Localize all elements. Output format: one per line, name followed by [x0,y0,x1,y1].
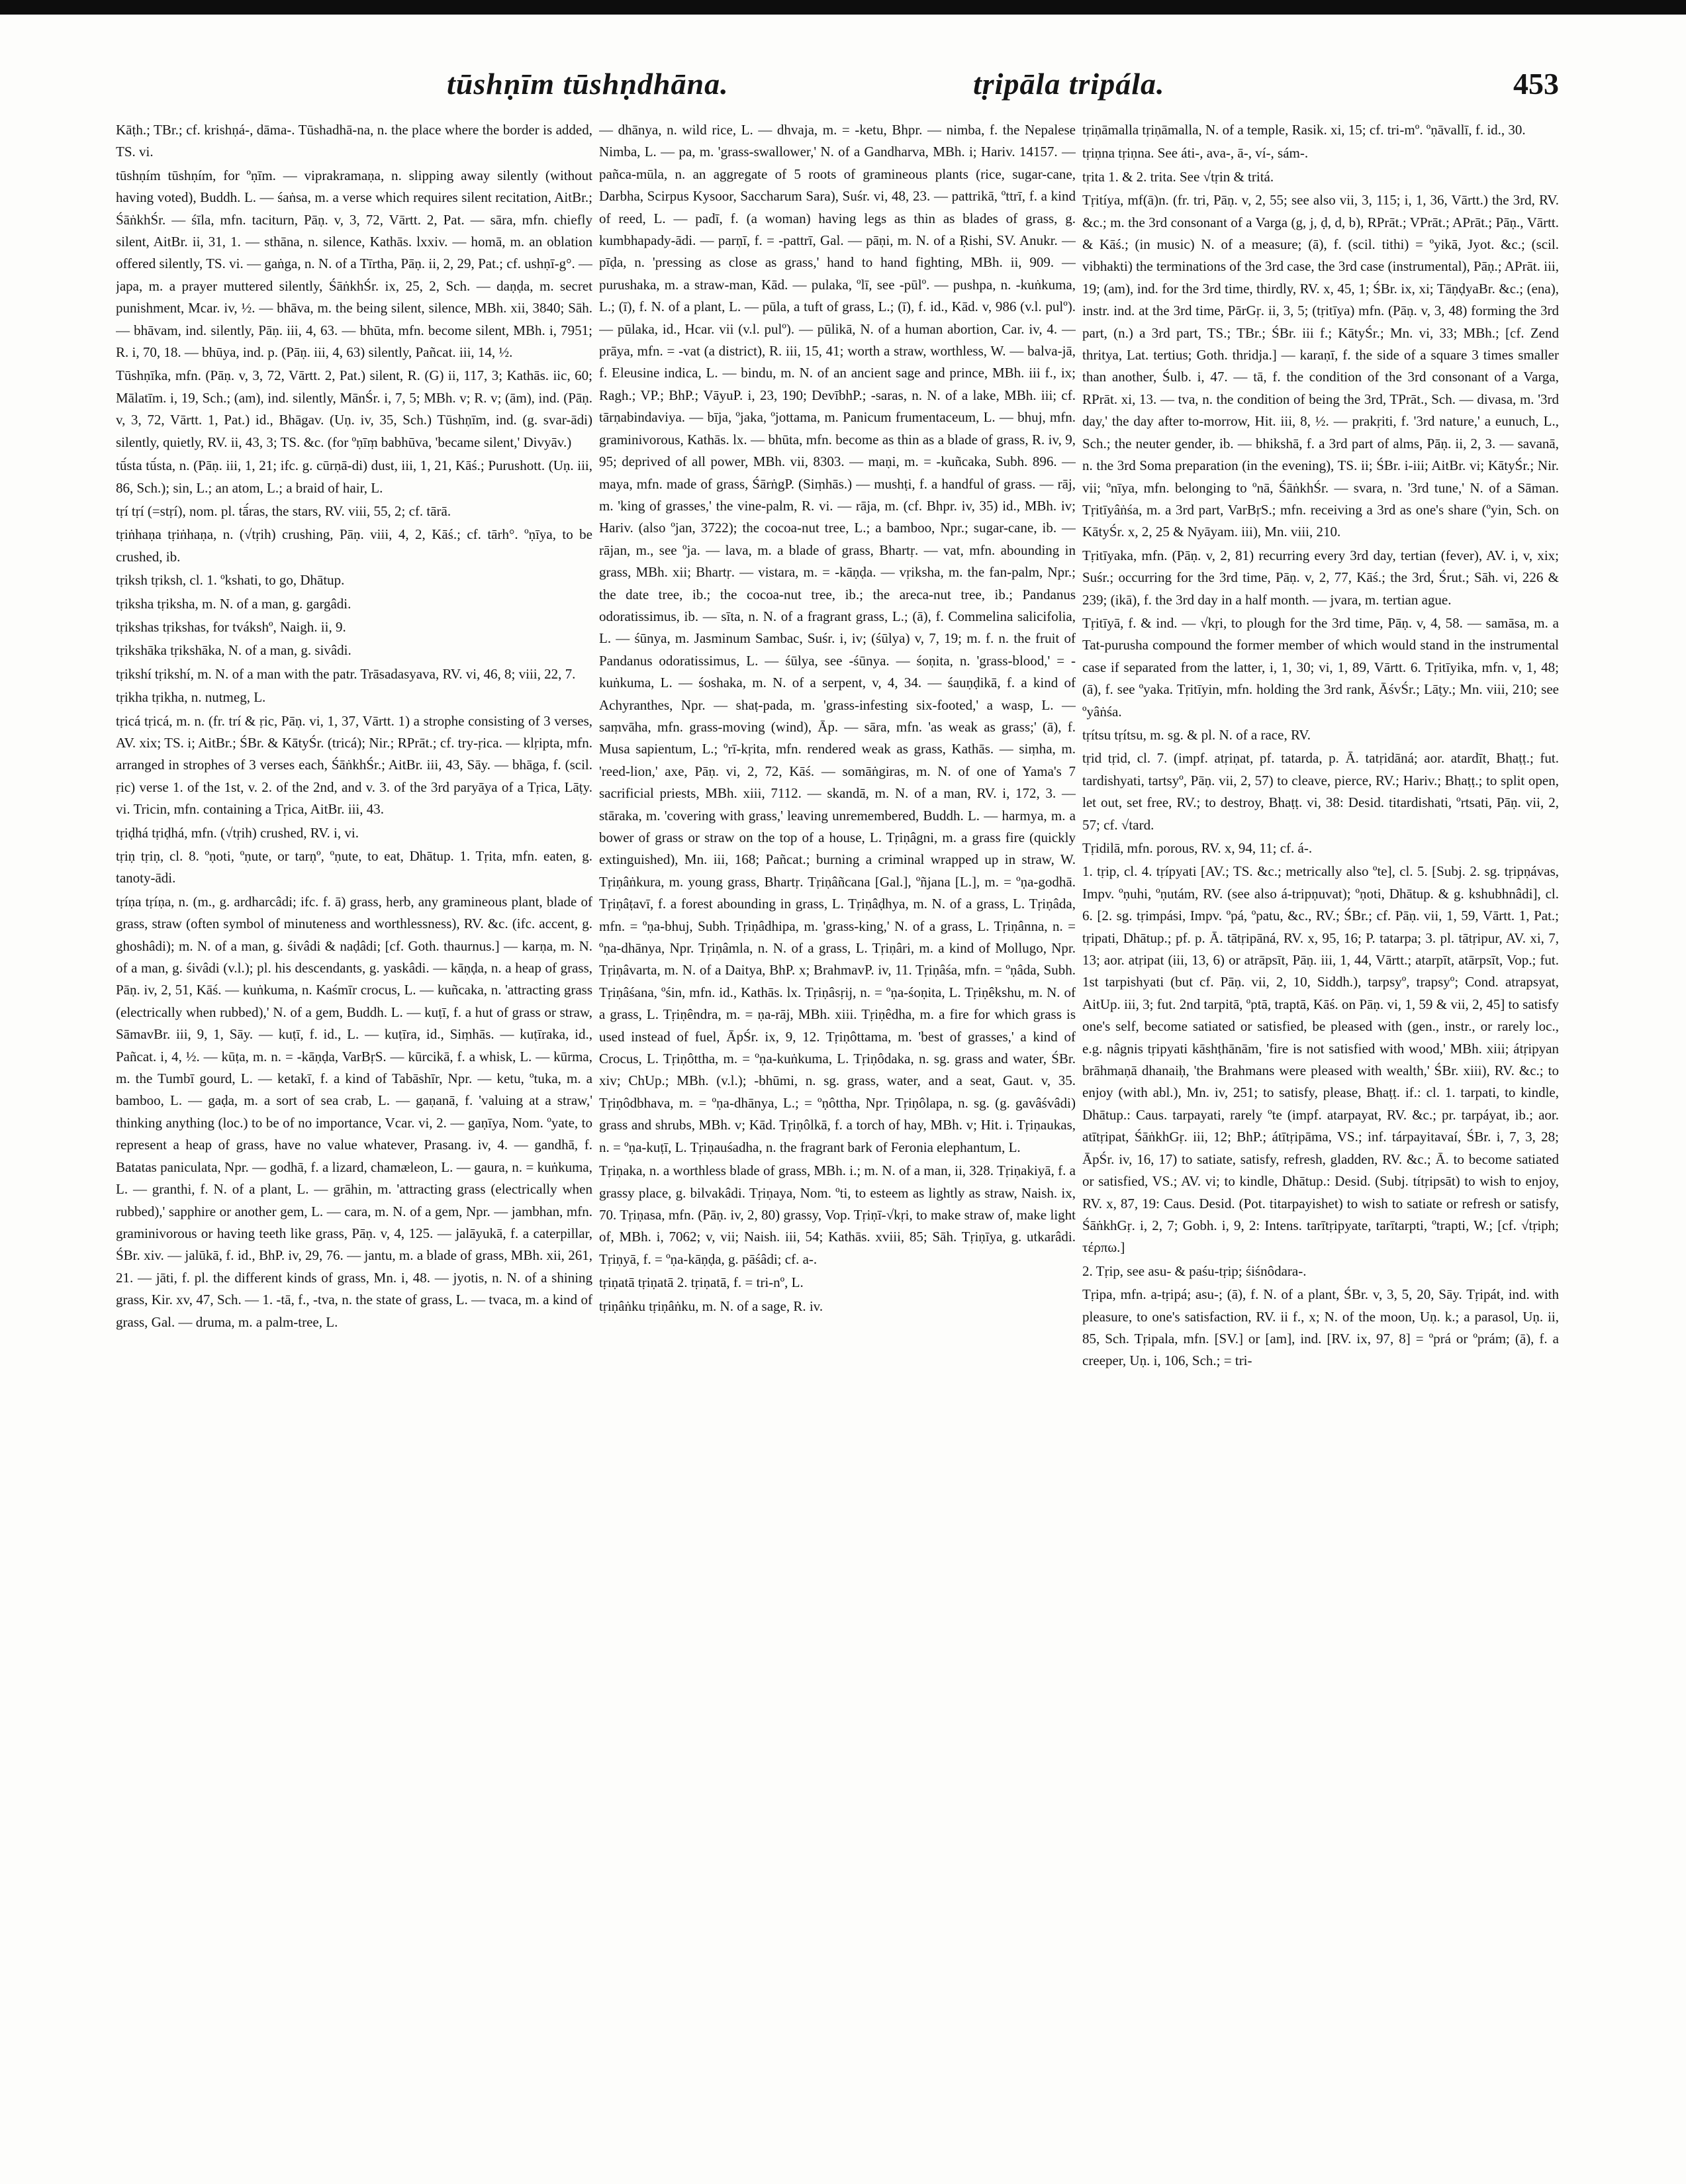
entry: Tṛitíya, mf(ā)n. (fr. tri, Pāṇ. v, 2, 55; see also vii, 3, 115; i, 1, 36, Vārtt.) the 3rd, RV. &c.; m. the 3rd consonant of a Varga (g, j, ḍ, d, b), RPrāt.; VPrāt.; APrāt.; Pāṇ., Vārtt. & Kāś.; (in music) N. of a measure; (ā), f. (scil. tithi) = ºyikā, Jyot. &c.; (scil. vibhakti) the terminations of the 3rd case, the 3rd case (instrumental), Pāṇ.; APrāt. iii, 19; (am), ind. for the 3rd time, thirdly, RV. x, 45, 1; ŚBr. ix, xi; TāṇḍyaBr. &c.; (ena), instr. ind. at the 3rd time, PārGṛ. ii, 3, 5; (tṛitīya) mfn. (Pāṇ. v, 3, 48) forming the 3rd part, (n.) a 3rd part, TS.; TBr.; ŚBr. iii f.; KātyŚr.; Mn. vi, 33; MBh.; [cf. Zend thritya, Lat. tertius; Goth. thridja.] — karaṇī, f. the side of a square 3 times smaller than another, Śulb. i, 47. — tā, f. the condition of the 3rd consonant of a Varga, RPrāt. xi, 13. — tva, n. the condition of being the 3rd, TPrāt., Sch. — divasa, m. '3rd day,' the day after to-morrow, Hit. iii, 8, ½. — prakṛiti, f. '3rd nature,' a eunuch, L., Sch.; the neuter gender, ib. — bhikshā, f. a 3rd part of alms, Pāṇ. ii, 2, 3. — savanā, n. the 3rd Soma preparation (in the evening), TS. ii; ŚBr. i-iii; AitBr. vi; KātyŚr.; Nir. vii; ºnīya, mfn. belonging to ºnā, ŚāṅkhŚr. — svara, n. '3rd tune,' N. of a Sāman. Tṛitīyâṅśa, m. a 3rd part, VarBṛS.; mfn. receiving a 3rd as one's share (ºyin, Sch. on KātyŚr. x, 2, 25 & Nyāyam. iii), Mn. viii, 210. [1082,192,1559,540]
entry: tṛiksh tṛiksh, cl. 1. ºkshati, to go, Dhātup. [116,572,345,589]
entry: Tṛitīyaka, mfn. (Pāṇ. v, 2, 81) recurring every 3rd day, tertian (fever), AV. i, v, xix; Suśr.; occurring for the 3rd time, Pāṇ. v, 2, 77, Kāś.; the 3rd, Śrut.; Sāh. vi, 226 & 239; (ikā), f. the 3rd day in a half month. — jvara, m. tertian ague. [1082,547,1559,608]
entry: tṛítsu tṛítsu, m. sg. & pl. N. of a race, RV. [1082,726,1311,743]
middle-running-head: tṛipāla tripála. [973,67,1165,101]
entry: Tṛipa, mfn. a-tṛipá; asu-; (ā), f. N. of a plant, ŚBr. v, 3, 5, 20, Sāy. Tṛipát, ind. with pleasure, to one's satisfaction, RV. ii f., x; N. of the moon, Uṇ. k.; a parasol, Uṇ. ii, 85, Sch. Tṛipala, mfn. [SV.] or [am], ind. [RV. ix, 97, 8] = ºprá or ºprám; (ā), f. a creeper, Uṇ. i, 106, Sch.; = tri- [1082,1286,1559,1369]
entry: tṛikshas tṛikshas, for tvákshº, Naigh. ii, 9. [116,618,346,635]
entry: tṛita 1. & 2. trita. See √tṛin & tritá. [1082,168,1274,185]
page-number: 453 [1513,67,1559,101]
entry: tṛikshí tṛikshí, m. N. of a man with the patr. Trāsadasyava, RV. vi, 46, 8; viii, 22, 7. [116,665,576,682]
entry: tṛiṇna tṛiṇna. See áti-, ava-, ā-, ví-, sám-. [1082,145,1309,162]
entry: 2. Tṛip, see asu- & paśu-tṛip; śiśnôdara-. [1082,1262,1307,1279]
entry: tṛicá tṛicá, m. n. (fr. trí & ṛic, Pāṇ. vi, 1, 37, Vārtt. 1) a strophe consisting of 3 verses, AV. xix; TS. i; AitBr.; ŚBr. & KātyŚr. (tricá); Nir.; RPrāt.; cf. try-ṛica. — klṛipta, mfn. arranged in strophes of 3 verses each, ŚāṅkhŚr.; AitBr. iii, 43, Sāy. — bhāga, f. (scil. ṛic) verse 1. of the 1st, v. 2. of the 2nd, and v. 3. of the 3rd paryāya of a Tṛica, Lāṭy. vi. Tricin, mfn. containing a Tṛica, AitBr. iii, 43. [116,712,592,818]
page-header [116,66,1559,113]
entry: Tṛiṇaka, n. a worthless blade of grass, MBh. i.; m. N. of a man, ii, 328. Tṛiṇakiyā, f. a grassy place, g. bilvakâdi. Tṛiṇaya, Nom. ºti, to esteem as lightly as straw, Naish. ix, 70. Tṛiṇasa, mfn. (Pāṇ. iv, 2, 80) grassy, Vop. Tṛiṇī-√kṛi, to make straw of, make light of, MBh. i, 7062; v, vii; Naish. iii, 54; Kathās. xviii, 85; Sāh. Tṛiṇīya, g. utkarâdi. Tṛiṇyā, f. = ºṇa-kāṇḍa, g. pāśâdi; cf. a-. [599,1163,1076,1267]
entry: 1. tṛip, cl. 4. tṛípyati [AV.; TS. &c.; metrically also ºte], cl. 5. [Subj. 2. sg. tṛipṇávas, Impv. ºṇuhi, ºṇutám, RV. (see also á-tripṇuvat); ºṇoti, Dhātup. & g. kshubhnâdi], cl. 6. [2. sg. tṛimpási, Impv. ºpá, ºpatu, &c., RV.; ŚBr.; cf. Pāṇ. vii, 1, 59, Vārtt. 1, Pat.; tṛipati, Dhātup.; pf. p. Ā. tātṛipāná, RV. x, 95, 16; P. tatarpa; 3. pl. tātṛipur, AV. xi, 7, 13; aor. atṛipat (iii, 13, 6) or atrāpsīt, Pāṇ. iii, 1, 44, Vārtt.; atarpīt, atārpsīt, Vop.; fut. 1st tarpishyati (but cf. Pāṇ. vii, 2, 10, Siddh.), tarpsyº, trapsyº; Cond. atrapsyat, AitUp. iii, 3; fut. 2nd tarpitā, ºptā, traptā, Kāś. on Pāṇ. vi, 1, 59 & vii, 2, 45] to satisfy one's self, become satiated or satisfied, be pleased with (gen., instr., or rarely loc., e.g. nâgnis tṛipyati kāshṭhānām, 'fire is not satisfied with wood,' MBh. xiii; átṛipyan brāhmaṇā dhanaiḥ, 'the Brahmans were pleased with wealth,' ŚBr. xiii), RV. &c.; to enjoy (with abl.), Mn. iv, 251; to satisfy, please, Bhaṭṭ. if.: cl. 1. tarpati, to kindle, Dhātup.: Caus. tarpayati, rarely ºte (impf. atarpayat, RV. &c.; pr. tarpáyat, ib.; aor. atītṛipat, ŚāṅkhGṛ. iii, 12; BhP.; átītṛipāma, VS.; inf. tárpayitavaí, ŚBr. i, 7, 3, 28; ĀpŚr. iv, 16, 17) to satiate, satisfy, refresh, gladden, RV. &c.; Ā. to become satiated or satisfied, VS.; AV. vi; to kindle, Dhātup.: Desid. (Subj. títṛipsāt) to wish to enjoy, RV. x, 87, 19: Caus. Desid. (Pot. titarpayishet) to wish to satiate or refresh or satisfy, ŚāṅkhGṛ. i, 2, 7; Gobh. i, 9, 2: Intens. tarītṛipyate, tarītarpti, ºtrapti, W.; [cf. √tṛiph; τέρπω.] [1082,863,1559,1256]
entry: Kāṭh.; TBr.; cf. krishṇá-, dāma-. Tūshadhā-na, n. the place where the border is added, TS. vi. [116,122,592,160]
entry: tṛiksha tṛiksha, m. N. of a man, g. gargâdi. [116,595,351,612]
entry: tṛid tṛid, cl. 7. (impf. atṛiṇat, pf. tatarda, p. Ā. tatṛidāná; aor. atardīt, Bhaṭṭ.; fut. tardishyati, tartsyº, Pāṇ. vii, 2, 57) to cleave, pierce, RV.; Hariv.; Bhaṭṭ.; to split open, let out, set free, RV.; to destroy, Bhaṭṭ. vi, 38: Desid. titardishati, ºrtsati, Pāṇ. vii, 2, 57; cf. √tard. [1082,750,1559,833]
entry: tṛiṇatā tṛiṇatā 2. tṛiṇatā, f. = tri-nº, L. [599,1274,804,1291]
entry: tūshṇím tūshṇím, for ºṇīm. — viprakramaṇa, n. slipping away silently (without having voted), Buddh. L. — śaṅsa, m. a verse which requires silent recitation, AitBr.; ŚāṅkhŚr. — śīla, mfn. taciturn, Pāṇ. v, 3, 72, Vārtt. 2, Pat. — sāra, mfn. chiefly silent, AitBr. ii, 31, 1. — sthāna, n. silence, Kathās. lxxiv. — homā, m. an oblation offered silently, TS. vi. — gaṅga, n. N. of a Tīrtha, Pāṇ. ii, 2, 29, Pat.; cf. ushṇī-g°. — japa, m. a prayer muttered silently, ŚāṅkhŚr. ix, 25, 2, Sch. — daṇḍa, m. secret punishment, Mcar. iv, ½. — bhāva, m. the being silent, silence, MBh. xii, 3840; Sāh. — bhāvam, ind. silently, Pāṇ. iii, 4, 63. — bhūta, mfn. become silent, MBh. i, 7951; R. i, 70, 18. — bhūya, ind. p. (Pāṇ. iii, 4, 63) silently, Pañcat. iii, 14, ½. [116,167,592,361]
column-1 [116,119,592,2145]
entry: Tṛidilā, mfn. porous, RV. x, 94, 11; cf. á-. [1082,840,1313,856]
entry: tṛiṇāmalla tṛiṇāmalla, N. of a temple, Rasik. xi, 15; cf. tri-mº. ºṇāvallī, f. id., 30. [1082,122,1526,138]
entry: tṛiṇâṅku tṛiṇâṅku, m. N. of a sage, R. iv. [599,1298,823,1314]
scan-edge [0,0,1686,15]
entry: tṛí tṛí (=stṛí), nom. pl. tā́ras, the stars, RV. viii, 55, 2; cf. tārā. [116,502,451,519]
column-2 [599,119,1076,2145]
entry: tṛikshāka tṛikshāka, N. of a man, g. sivâdi. [116,642,351,659]
column-3 [1082,119,1559,2145]
entry: tṛiṅhaṇa tṛiṅhaṇa, n. (√tṛih) crushing, Pāṇ. viii, 4, 2, Kāś.; cf. tārh°. ºṇīya, to be crushed, ib. [116,526,592,565]
entry: Tūshṇīka, mfn. (Pāṇ. v, 3, 72, Vārtt. 2, Pat.) silent, R. (G) ii, 117, 3; Kathās. iic, 60; Mālatīm. i, 19, Sch.; (am), ind. silently, MānŚr. i, 7, 5; MBh. v; R. v; (ām), ind. (Pāṇ. v, 3, 72, Vārtt. 1, Pat.) id., Bhāgav. (Uṇ. iv, 35, Sch.) Tūshṇīm, ind. (g. svar-ādi) silently, quietly, RV. ii, 43, 3; TS. &c. (for ºṇīṃ babhūva, 'became silent,' Divyāv.) [116,367,592,450]
entry: tṛiḍhá tṛiḍhá, mfn. (√tṛih) crushed, RV. i, vi. [116,824,359,841]
entry: tṛíṇa tṛíṇa, n. (m., g. ardharcâdi; ifc. f. ā) grass, herb, any gramineous plant, blade of grass, straw (often symbol of minuteness and worthlessness), RV. &c. (ifc. accent, g. ghoshâdi); m. N. of a man, g. śivâdi & naḍâdi; [cf. Goth. thaurnus.] — karṇa, m. N. of a man, g. śivâdi (v.l.); pl. his descendants, g. yaskâdi. — kāṇḍa, n. a heap of grass, Pāṇ. iv, 2, 51, Kāś. — kuṅkuma, n. Kaśmīr crocus, L. — kuñcaka, n. 'attracting grass (electrically when rubbed),' N. of a gem, Buddh. L. — kuṭī, f. a hut of grass or straw, SāmavBr. iii, 9, 1, Sāy. — kuṭī, f. id., L. — kuṭīra, id., Siṃhās. — kuṭīraka, id., Pañcat. i, 4, ½. — kūṭa, m. n. = -kāṇḍa, VarBṛS. — kūrcikā, f. a whisk, L. — kūrma, m. the Tumbī gourd, L. — ketakī, f. a kind of Tabāshīr, Npr. — ketu, ºtuka, m. a bamboo, L. — gaḍa, m. a sort of sea crab, L. — gaṇanā, f. 'valuing at a straw,' thinking anything (loc.) to be of no importance, Vcar. vi, 2. — gaṇīya, Nom. ºyate, to represent a heap of grass, have no value whatever, Prasang. iv, 4. — gandhā, f. Batatas paniculata, Npr. — godhā, f. a lizard, chamæleon, L. — gaura, n. = kuṅkuma, L. — granthi, f. N. of a plant, L. — grāhin, m. 'attracting grass (electrically when rubbed),' sapphire or another gem, L. — cara, m. N. of a gem, Npr. — jambhan, mfn. graminivorous or having teeth like grass, Pāṇ. v, 4, 125. — jalāyukā, f. a caterpillar, ŚBr. xiv. — jalūkā, f. id., BhP. iv, 29, 76. — jantu, m. a blade of grass, MBh. xii, 261, 21. — jāti, f. pl. the different kinds of grass, Mn. i, 48. — jyotis, n. N. of a shining grass, Kir. xv, 47, Sch. — 1. -tā, f., -tva, n. the state of grass, L. — tvaca, m. a kind of grass, Gal. — druma, m. a palm-tree, L. [116,893,592,1330]
entry: tṛikha tṛikha, n. nutmeg, L. [116,689,266,706]
entry: Tṛitīyā, f. & ind. — √kṛi, to plough for the 3rd time, Pāṇ. v, 4, 58. — samāsa, m. a Tat-purusha compound the former member of which would stand in the instrumental case if separated from the latter, i, 1, 30; vi, 1, 89, Vārtt. 6. Tṛitīyika, mfn. v, 1, 48; (ā), f. see ºyaka. Tṛitīyin, mfn. holding the 3rd rank, ĀśvŚr.; Lāṭy.; Mn. viii, 210; see ºyâṅśa. [1082,614,1559,720]
entry: tṛiṇ tṛiṇ, cl. 8. ºṇoti, ºṇute, or tarṇº, ºṇute, to eat, Dhātup. 1. Tṛita, mfn. eaten, g. tanoty-ādi. [116,848,592,886]
left-running-head: tūshṇīm tūshṇdhāna. [447,67,729,101]
entry: — dhānya, n. wild rice, L. — dhvaja, m. = -ketu, Bhpr. — nimba, f. the Nepalese Nimba, L. — pa, m. 'grass-swallower,' N. of a Gandharva, MBh. i; Hariv. 14157. — pañca-mūla, n. an aggregate of 5 roots of gramineous plants (rice, sugar-cane, Darbha, Scirpus Kysoor, Saccharum Sara), Suśr. vi, 48, 23. — pattrikā, ºttrī, f. a kind of reed, L. — padī, f. (a woman) having legs as thin as blades of grass, g. kumbhapady-ādi. — parṇī, f. = -pattrī, Gal. — pāṇi, m. N. of a Ṛishi, SV. Anukr. — pīḍa, n. 'pressing as close as grass,' hand to hand fighting, MBh. ii, 909. — purushaka, m. a straw-man, Kād. — pulaka, ºlī, see -pūlº. — pushpa, n. -kuṅkuma, L.; (ī), f. N. of a plant, L. — pūla, a tuft of grass, L.; (ī), f. id., Kād. v, 986 (v.l. pulº). — pūlaka, id., Hcar. vii (v.l. pulº). — pūlikā, N. of a human abortion, Car. iv, 4. — prāya, mfn. = -vat (a district), R. iii, 15, 41; worth a straw, worthless, W. — balva-jā, f. Eleusine indica, L. — bindu, m. N. of an ancient sage and prince, MBh. iii f., ix; Ragh.; VP.; BhP.; VāyuP. i, 23, 190; DevībhP.; -saras, n. N. of a lake, MBh. iii; cf. tārṇabindaviya. — bīja, ºjaka, ºjottama, m. Panicum frumentaceum, L. — bhuj, mfn. graminivorous, Kathās. lx. — bhūta, mfn. become as thin as a blade of grass, R. iv, 9, 95; deprived of all power, MBh. vii, 8303. — maṇi, m. = -kuñcaka, Subh. 896. — maya, mfn. made of grass, ŚārṅgP. (Siṃhās.) — mushṭi, f. a handful of grass. — rāj, m. 'king of grasses,' the vine-palm, R. vi. — rāja, m. (cf. Bhpr. iv, 35) id., MBh. iv; Hariv. (also ºjan, 3722); the cocoa-nut tree, L.; a bamboo, Npr.; sugar-cane, ib. — rājan, m., see ºja. — lava, m. a blade of grass, Bhartṛ. — vat, mfn. abounding in grass, MBh. xii; Bhartṛ. — vistara, m. = -kāṇḍa. — vṛiksha, m. the fan-palm, Npr.; the date tree, ib.; the cocoa-nut tree, ib.; the areca-nut tree, ib.; Pandanus odoratissimus, ib. — sīta, n. N. of a fragrant grass, L.; (ā), f. Commelina salicifolia, L. — śūnya, m. Jasminum Sambac, Suśr. i, iv; (śūlya) v, 7, 19; m. f. n. the fruit of Pandanus odoratissimus, L. — śūlya, see -śūnya. — śoṇita, n. 'grass-blood,' = -kuṅkuma, L. — śoshaka, m. N. of a serpent, v, 4, 34. — śauṇḍikā, f. a kind of Achyranthes, Npr. — shaṭ-pada, m. 'grass-infesting six-footed,' a wasp, L. — saṃvāha, mfn. grass-moving (wind), Āp. — sāra, mfn. 'as weak as grass;' (ā), f. Musa sapientum, L.; ºrī-kṛita, mfn. rendered weak as grass, Kathās. — siṃha, m. 'reed-lion,' axe, Pāṇ. vi, 2, 72, Kāś. — somāṅgiras, m. N. of one of Yama's 7 sacrificial priests, MBh. xiii, 7112. — skandā, m. N. of a man, RV. i, 172, 3. — stāraka, m. 'covering with grass,' leaving unremembered, Buddh. L. — harmya, m. a bower of grass or straw on the top of a house, L. Tṛiṇâgni, m. a grass fire (quickly extinguished), Mn. iii, 168; Pañcat.; burning a criminal wrapped up in straw, W. Tṛiṇâṅkura, m. young grass, Bhartṛ. Tṛiṇâñcana [Gal.], ºñjana [L.], m. = ºṇa-godhā. Tṛiṇâṭavī, f. a forest abounding in grass, L. Tṛiṇâḍhya, m. N. of a grass, L. Tṛiṇâda, mfn. = ºṇa-bhuj, Subh. Tṛiṇâdhipa, m. 'grass-king,' N. of a grass, L. Tṛiṇânna, n. = ºṇa-dhānya, Npr. Tṛiṇâmla, n. N. of a grass, L. Tṛiṇâri, m. a kind of Mollugo, Npr. Tṛiṇâvarta, m. N. of a Daitya, BhP. x; BrahmavP. iv, 11. Tṛiṇâśa, mfn. = ºṇâda, Subh. Tṛiṇâśana, ºśin, mfn. id., Kathās. lx. Tṛiṇâsṛij, n. = ºṇa-śoṇita, L. Tṛiṇêkshu, m. N. of a grass, L. Tṛiṇêndra, m. = ṇa-rāj, MBh. xiii. Tṛiṇêdha, m. a fire for which grass is used instead of fuel, ĀpŚr. ix, 9, 12. Tṛiṇôttama, m. 'best of grasses,' a kind of Crocus, L. Tṛiṇôttha, m. = ºṇa-kuṅkuma, L. Tṛiṇôdaka, n. sg. grass and water, ŚBr. xiv; ChUp.; MBh. (v.l.); -bhūmi, n. sg. grass, water, and a seat, Gaut. v, 35. Tṛiṇôdbhava, m. = ºṇa-dhānya, L.; = ºṇôttha, Npr. Tṛiṇôlapa, n. sg. (g. gavâśvâdi) grass and shrubs, MBh. v; Kād. Tṛiṇôlkā, f. a torch of hay, MBh. v; Hit. i. Tṛiṇaukas, n. = ºṇa-kuṭī, L. Tṛiṇauśadha, n. the fragrant bark of Feronia elephantum, L. [599,122,1076,1155]
entry: tū́sta tū́sta, n. (Pāṇ. iii, 1, 21; ifc. g. cūrṇā-di) dust, iii, 1, 21, Kāś.; Purushott. (Uṇ. iii, 86, Sch.); sin, L.; an atom, L.; a braid of hair, L. [116,457,592,496]
